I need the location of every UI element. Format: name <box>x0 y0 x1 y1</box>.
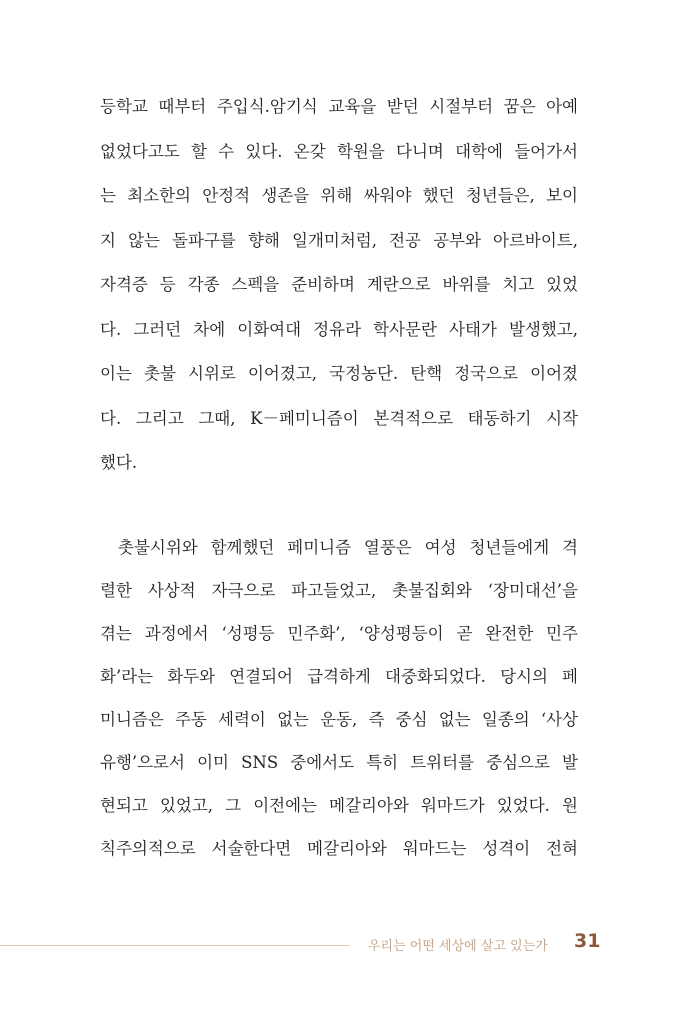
text-line: 다. 그리고 그때, K－페미니즘이 본격적으로 태동하기 시작 <box>100 408 578 428</box>
text-line: 칙주의적으로 서술한다면 메갈리아와 워마드는 성격이 전혀 <box>100 839 578 858</box>
paragraph-1 <box>100 85 578 486</box>
text-line: 이는 촛불 시위로 이어졌고, 국정농단. 탄핵 정국으로 이어졌 <box>100 364 578 383</box>
running-title: 우리는 어떤 세상에 살고 있는가 <box>368 939 548 954</box>
text-line: 다. 그러던 차에 이화여대 정유라 학사문란 사태가 발생했고, <box>100 319 578 339</box>
text-line: 현되고 있었고, 그 이전에는 메갈리아와 워마드가 있었다. 원 <box>100 796 578 815</box>
page-number: 31 <box>574 930 601 952</box>
text-line: 등학교 때부터 주입식.암기식 교육을 받던 시절부터 꿈은 아예 <box>100 97 578 116</box>
text-line: 촛불시위와 함께했던 페미니즘 열풍은 여성 청년들에게 격 <box>118 538 578 557</box>
text-line: 했다. <box>100 453 138 472</box>
text-line: 지 않는 돌파구를 향해 일개미처럼, 전공 공부와 아르바이트, <box>100 230 578 250</box>
text-line: 겪는 과정에서 ‘성평등 민주화’, ‘양성평등이 곧 완전한 민주 <box>100 624 578 643</box>
text-line: 렬한 사상적 자극으로 파고들었고, 촛불집회와 ‘장미대선’을 <box>100 581 578 600</box>
text-line: 자격증 등 각종 스펙을 준비하며 계란으로 바위를 치고 있었 <box>100 275 578 294</box>
text-line: 화’라는 화두와 연결되어 급격하게 대중화되었다. 당시의 페 <box>100 667 578 686</box>
text-line: 없었다고도 할 수 있다. 온갖 학원을 다니며 대학에 들어가서 <box>100 141 578 161</box>
text-line: 유행’으로서 이미 SNS 중에서도 특히 트위터를 중심으로 발 <box>100 753 578 772</box>
footer-rule <box>0 945 350 946</box>
paragraph-2 <box>100 526 578 870</box>
text-line: 미니즘은 주동 세력이 없는 운동, 즉 중심 없는 일종의 ‘사상 <box>100 710 578 729</box>
text-line: 는 최소한의 안정적 생존을 위해 싸워야 했던 청년들은, 보이 <box>100 186 578 205</box>
